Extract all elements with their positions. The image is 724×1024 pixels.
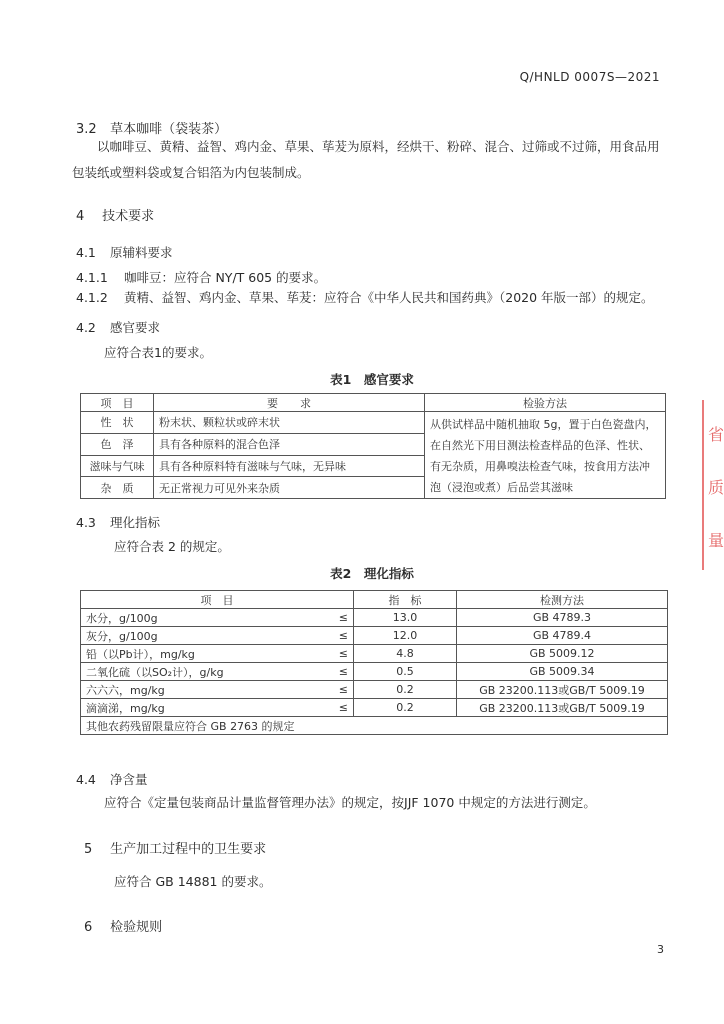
table-cell-op: ≤ xyxy=(319,699,354,717)
heading-title: 草本咖啡（袋装茶） xyxy=(110,122,228,137)
table-row xyxy=(81,681,668,699)
heading-4-2 xyxy=(76,318,160,336)
heading-4 xyxy=(76,205,154,224)
heading-number: 4.4 xyxy=(76,772,96,787)
table-cell: 具有各种原料的混合色泽 xyxy=(154,433,425,455)
table-cell-value: 0.5 xyxy=(354,663,457,681)
clause-number: 4.1.2 xyxy=(76,290,108,305)
table-cell: 具有各种原料特有滋味与气味，无异味 xyxy=(154,455,425,477)
paragraph-4-4: 应符合《定量包装商品计量监督管理办法》的规定，按JJF 1070 中规定的方法进行测定。 xyxy=(104,795,596,810)
heading-6 xyxy=(84,916,162,935)
heading-title: 生产加工过程中的卫生要求 xyxy=(110,842,267,857)
paragraph-4-2: 应符合表1的要求。 xyxy=(104,345,212,360)
table-cell-method: GB 5009.12 xyxy=(457,645,668,663)
heading-number: 4 xyxy=(76,209,85,224)
table-footer-row xyxy=(81,717,668,735)
table-header-row xyxy=(81,394,666,412)
table-row xyxy=(81,699,668,717)
heading-4-3 xyxy=(76,513,160,531)
heading-number: 5 xyxy=(84,842,93,857)
heading-4-4 xyxy=(76,770,148,788)
table2-caption: 表2 理化指标 xyxy=(330,566,414,581)
table-cell-op: ≤ xyxy=(319,609,354,627)
heading-4-1 xyxy=(76,243,173,261)
table-row xyxy=(81,609,668,627)
clause-text: 咖啡豆：应符合 NY/T 605 的要求。 xyxy=(123,270,327,285)
heading-number: 4.2 xyxy=(76,320,96,335)
table-cell: 杂 质 xyxy=(81,477,154,499)
official-seal-partial xyxy=(702,400,724,570)
table-cell: 性 状 xyxy=(81,412,154,434)
heading-title: 检验规则 xyxy=(110,920,163,935)
page-number: 3 xyxy=(657,943,664,956)
heading-5 xyxy=(84,838,266,857)
table-cell: 无正常视力可见外来杂质 xyxy=(154,477,425,499)
heading-title: 技术要求 xyxy=(102,209,155,224)
table-cell-value: 4.8 xyxy=(354,645,457,663)
table-cell-value: 0.2 xyxy=(354,699,457,717)
table-row xyxy=(81,645,668,663)
table2-physicochemical xyxy=(80,590,668,735)
table-cell: 色 泽 xyxy=(81,433,154,455)
table1-sensory xyxy=(80,393,666,499)
table-header: 项 目 xyxy=(81,591,354,609)
table-cell-value: 13.0 xyxy=(354,609,457,627)
table-cell-method: GB 23200.113或GB/T 5009.19 xyxy=(457,699,668,717)
table-cell-method: GB 4789.4 xyxy=(457,627,668,645)
table-cell: 灰分，g/100g xyxy=(81,627,320,645)
table-header: 要 求 xyxy=(154,394,425,412)
heading-number: 4.3 xyxy=(76,515,96,530)
heading-title: 感官要求 xyxy=(109,320,160,335)
table-row xyxy=(81,663,668,681)
table-cell-value: 0.2 xyxy=(354,681,457,699)
heading-number: 4.1 xyxy=(76,245,96,260)
table-header-row xyxy=(81,591,668,609)
table-cell: 水分，g/100g xyxy=(81,609,320,627)
table-cell-op: ≤ xyxy=(319,681,354,699)
paragraph-5: 应符合 GB 14881 的要求。 xyxy=(114,874,272,889)
document-code: Q/HNLD 0007S—2021 xyxy=(519,70,660,84)
table1-caption: 表1 感官要求 xyxy=(330,372,414,387)
table-cell: 滴滴涕，mg/kg xyxy=(81,699,320,717)
table-cell-method: 从供试样品中随机抽取 5g，置于白色瓷盘内，在自然光下用目测法检查样品的色泽、性状、有无杂质，用鼻嗅法检查气味，按食用方法冲泡（浸泡或煮）后品尝其滋味 xyxy=(425,412,666,499)
heading-title: 理化指标 xyxy=(109,515,160,530)
paragraph-4-3: 应符合表 2 的规定。 xyxy=(114,539,230,554)
heading-number: 6 xyxy=(84,920,93,935)
seal-char: 质 xyxy=(708,478,724,497)
clause-text: 黄精、益智、鸡内金、草果、荜茇：应符合《中华人民共和国药典》（2020 年版一部）的规定。 xyxy=(123,290,654,305)
clause-4-1-2 xyxy=(76,288,654,306)
table-cell-op: ≤ xyxy=(319,663,354,681)
heading-number: 3.2 xyxy=(76,122,97,137)
table-cell-method: GB 4789.3 xyxy=(457,609,668,627)
table-cell-method: GB 23200.113或GB/T 5009.19 xyxy=(457,681,668,699)
heading-title: 原辅料要求 xyxy=(109,245,173,260)
table-cell: 二氧化硫（以SO₂计），g/kg xyxy=(81,663,320,681)
table-cell: 滋味与气味 xyxy=(81,455,154,477)
table-row xyxy=(81,627,668,645)
table-cell: 六六六，mg/kg xyxy=(81,681,320,699)
clause-number: 4.1.1 xyxy=(76,270,108,285)
table-row xyxy=(81,412,666,434)
table-cell-op: ≤ xyxy=(319,627,354,645)
table-header: 项 目 xyxy=(81,394,154,412)
seal-char: 省 xyxy=(708,425,724,444)
clause-4-1-1 xyxy=(76,268,326,286)
table-header: 指 标 xyxy=(354,591,457,609)
table-cell: 粉末状、颗粒状或碎末状 xyxy=(154,412,425,434)
table-header: 检验方法 xyxy=(425,394,666,412)
heading-title: 净含量 xyxy=(109,772,148,787)
table-cell: 铅（以Pb计），mg/kg xyxy=(81,645,320,663)
seal-char: 量 xyxy=(708,531,724,550)
table-cell-value: 12.0 xyxy=(354,627,457,645)
table-cell-op: ≤ xyxy=(319,645,354,663)
table-cell-method: GB 5009.34 xyxy=(457,663,668,681)
table-header: 检测方法 xyxy=(457,591,668,609)
table-footer-note: 其他农药残留限量应符合 GB 2763 的规定 xyxy=(81,717,668,735)
paragraph-3-2: 以咖啡豆、黄精、益智、鸡内金、草果、荜茇为原料，经烘干、粉碎、混合、过筛或不过筛，用食品用包装纸或塑料袋或复合铝箔为内包装制成。 xyxy=(72,139,660,180)
